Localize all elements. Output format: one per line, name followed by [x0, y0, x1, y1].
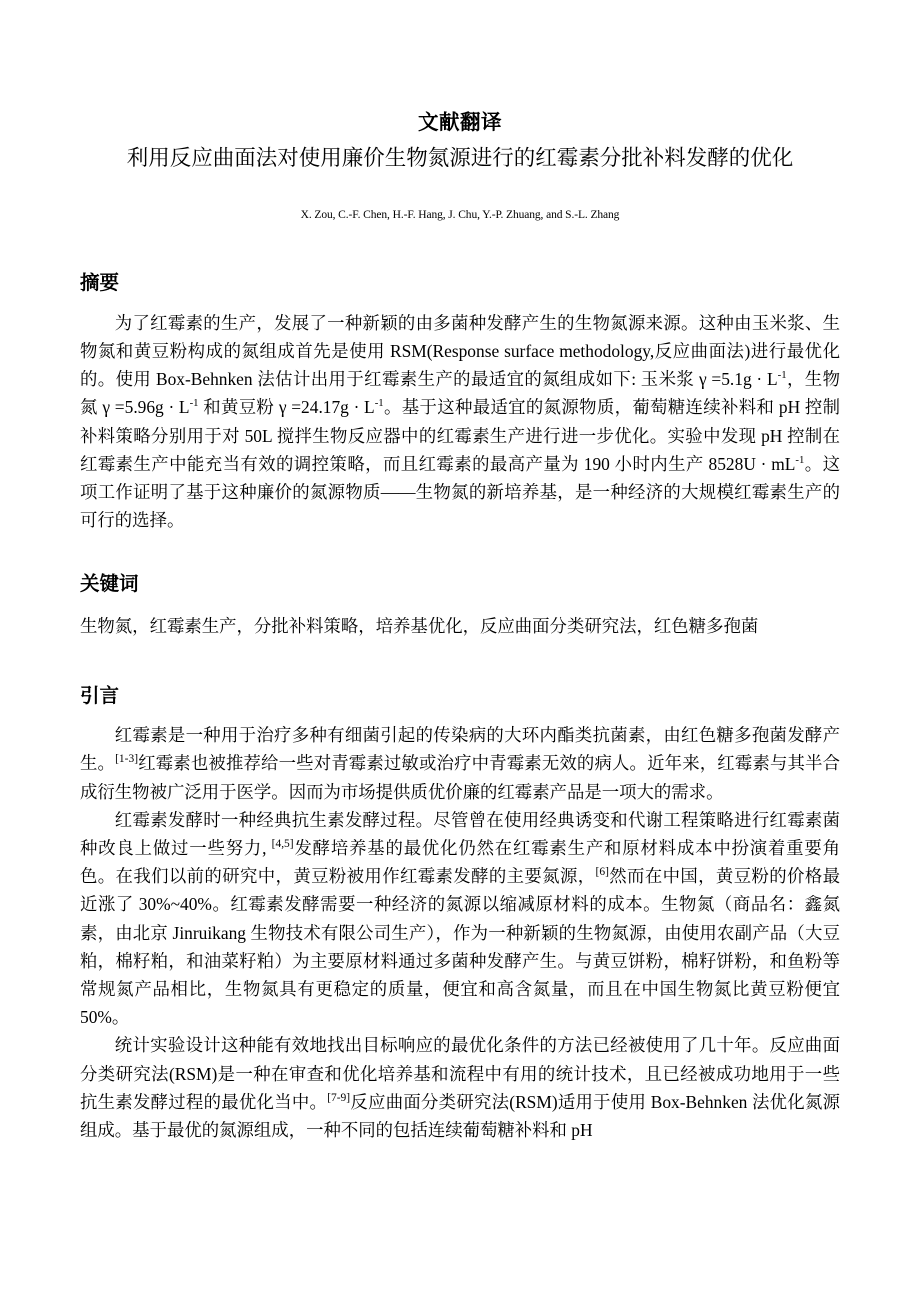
- introduction-heading: 引言: [80, 683, 120, 707]
- abstract-text-3: 和黄豆粉 γ =24.17g · L: [198, 397, 375, 418]
- intro-p2-text-c: 然而在中国，黄豆粉的价格最近涨了 30%~40%。红霉素发酵需要一种经济的氮源以缩减原材料的成本。生物氮（商品名：鑫氮素，由北京 Jinruikang 生物技术有限公司生产），作为一种新颖的生物氮源，由使用农副产品（大豆粕，棉籽粕，和油菜籽粕）为主要原材料通过多菌种发酵产生。与黄豆饼粉，棉籽饼粉，和鱼粉等常规氮产品相比，生物氮具有更稳定的质量，便宜和高含氮量，而且在中国生物氮比黄豆粉便宜 50%。: [80, 866, 840, 1028]
- abstract-body: [80, 309, 840, 535]
- intro-p2-text-b: 发酵培养基的最优化仍然在红霉素生产和原材料成本中扮演着重要角色。在我们以前的研究中，黄豆粉被用作红霉素发酵的主要氮源，: [80, 838, 840, 887]
- abstract-text-4: 。基于这种最适宜的氮源物质，葡萄糖连续补料和 pH 控制补料策略分别用于对 50L 搅拌生物反应器中的红霉素生产进行进一步优化。实验中发现 pH 控制在红霉素生产中能充当有效的调控策略，而且红霉素的最高产量为 190 小时内生产 8528U · mL: [80, 397, 840, 474]
- document-content: [80, 0, 840, 1144]
- intro-p2-text-a: 红霉素发酵时一种经典抗生素发酵过程。尽管曾在使用经典诱变和代谢工程策略进行红霉素菌种改良上做过一些努力,: [80, 809, 840, 859]
- keywords-heading: 关键词: [80, 572, 139, 596]
- citation-marker-7-9: [7-9]: [327, 1091, 351, 1104]
- intro-p3-text-a: 统计实验设计这种能有效地找出目标响应的最优化条件的方法已经被使用了几十年。反应曲面分类研究法(RSM)是一种在审查和优化培养基和流程中有用的统计技术，且已经被成功地用于一些抗生素发酵过程的最优化当中。: [80, 1035, 840, 1112]
- intro-p1-text-a: 红霉素是一种用于治疗多种有细菌引起的传染病的大环内酯类抗菌素，由红色糖多孢菌发酵产生。: [80, 725, 840, 774]
- superscript-unit-2: -1: [189, 397, 199, 410]
- intro-p1-text-b: 红霉素也被推荐给一些对青霉素过敏或治疗中青霉素无效的病人。近年来，红霉素与其半合成衍生物被广泛用于医学。因而为市场提供质优价廉的红霉素产品是一项大的需求。: [80, 753, 840, 802]
- abstract-text-5: 。这项工作证明了基于这种廉价的氮源物质——生物氮的新培养基，是一种经济的大规模红霉素生产的可行的选择。: [80, 453, 840, 531]
- keywords-list: 生物氮，红霉素生产，分批补料策略，培养基优化，反应曲面分类研究法，红色糖多孢菌: [80, 615, 759, 636]
- citation-marker-4-5: [4,5]: [271, 838, 294, 851]
- document-type-label: 文献翻译: [418, 112, 502, 134]
- introduction-paragraph-1: [80, 721, 840, 806]
- intro-p3-text-b: 反应曲面分类研究法(RSM)适用于使用 Box-Behnken 法优化氮源组成。基于最优的氮源组成，一种不同的包括连续葡萄糖补料和 pH: [80, 1091, 840, 1140]
- citation-marker-1-3: [1-3]: [115, 753, 139, 766]
- citation-marker-6: [6]: [595, 866, 609, 879]
- abstract-heading: 摘要: [80, 271, 120, 295]
- superscript-unit-4: -1: [795, 453, 805, 466]
- introduction-paragraph-3: [80, 1031, 840, 1144]
- abstract-text-1: 为了红霉素的生产，发展了一种新颖的由多菌种发酵产生的生物氮源来源。这种由玉米浆、生物氮和黄豆粉构成的氮组成首先是使用 RSM(Response surface methodology,反应曲面法)进行最优化的。使用 Box-Behnken 法估计出用于红霉素生产的最适宜的氮组成如下: 玉米浆 γ =5.1g · L: [80, 312, 840, 390]
- author-list: X. Zou, C.-F. Chen, H.-F. Hang, J. Chu, Y.-P. Zhuang, and S.-L. Zhang: [300, 209, 620, 222]
- abstract-paragraph: [80, 309, 840, 535]
- superscript-unit-3: -1: [374, 397, 384, 410]
- keywords-body: [80, 612, 840, 640]
- page-title: 利用反应曲面法对使用廉价生物氮源进行的红霉素分批补料发酵的优化: [126, 145, 794, 170]
- abstract-text-2: ，生物氮 γ =5.96g · L: [80, 369, 840, 418]
- superscript-unit-1: -1: [777, 369, 787, 382]
- introduction-paragraph-2: [80, 806, 840, 1032]
- introduction-body: [80, 721, 840, 1144]
